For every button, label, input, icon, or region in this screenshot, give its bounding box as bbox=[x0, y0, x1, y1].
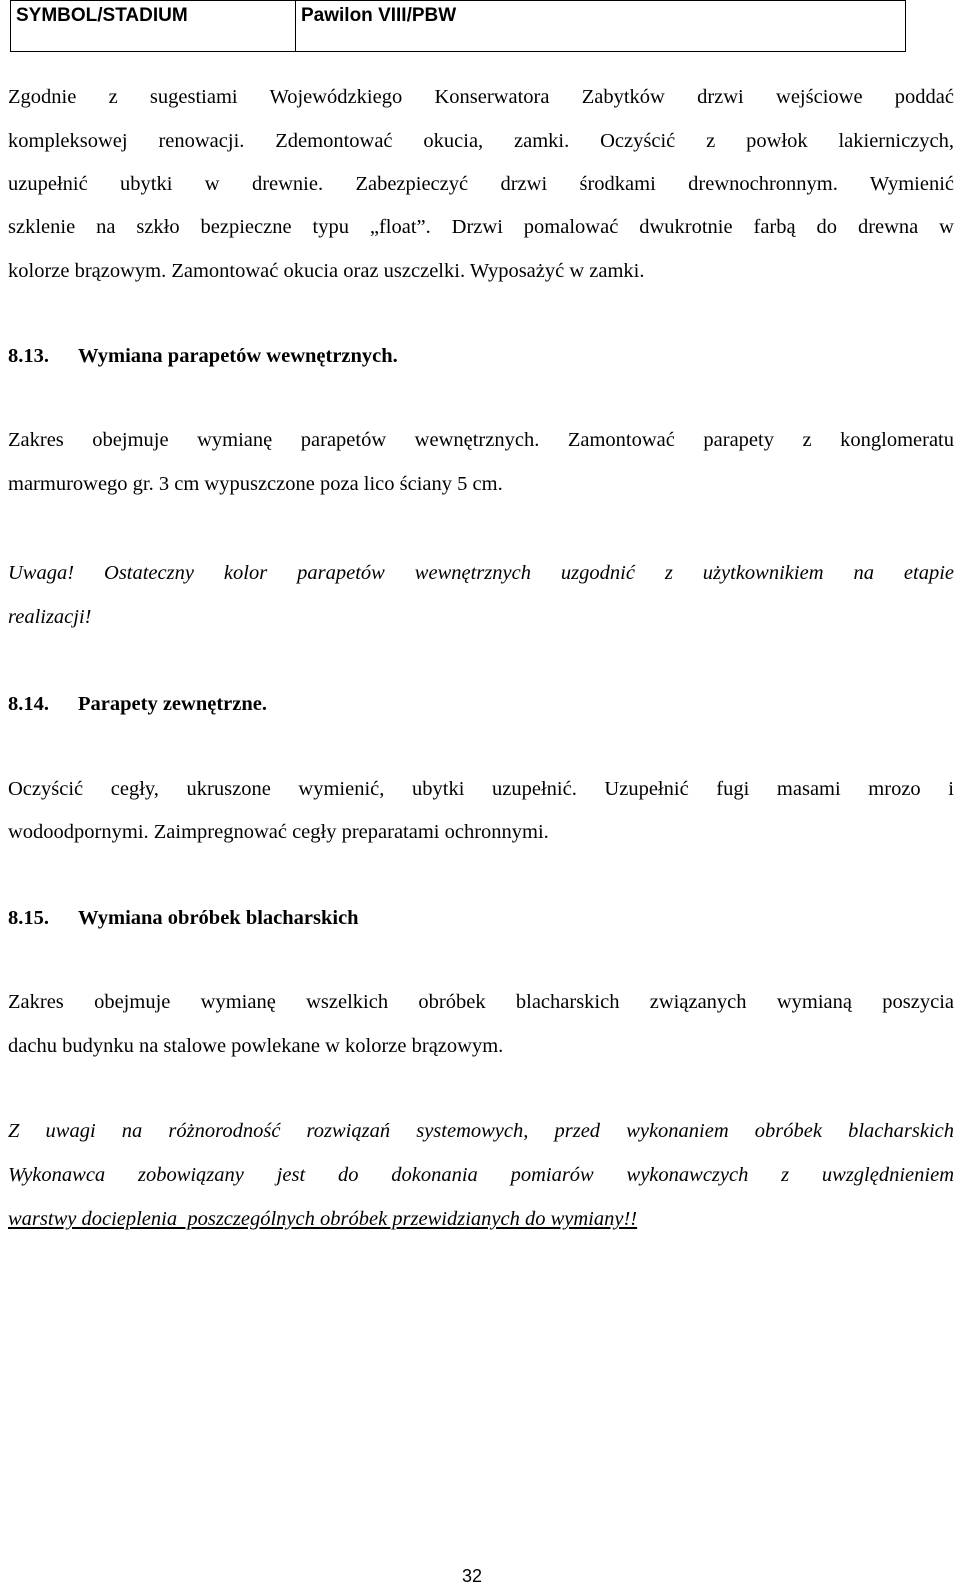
section-815-title: Wymiana obróbek blacharskich bbox=[78, 907, 359, 929]
door-line-1: Zgodnie z sugestiami Wojewódzkiego Konserwatora Zabytków drzwi wejściowe poddać bbox=[8, 86, 954, 108]
header-table bbox=[10, 0, 906, 52]
section-814-line-1: Oczyścić cegły, ukruszone wymienić, ubytki uzupełnić. Uzupełnić fugi masami mrozo i bbox=[8, 778, 954, 800]
section-815-heading bbox=[8, 906, 359, 930]
section-813-number: 8.13. bbox=[8, 345, 49, 367]
section-815-note-line-1: Z uwagi na różnorodność rozwiązań systemowych, przed wykonaniem obróbek blacharskich bbox=[8, 1120, 954, 1142]
section-815-note-line-3: warstwy docieplenia poszczególnych obróbek przewidzianych do wymiany!! bbox=[8, 1208, 638, 1230]
section-813-title: Wymiana parapetów wewnętrznych. bbox=[78, 345, 398, 367]
door-line-4: szklenie na szkło bezpieczne typu „float”. Drzwi pomalować dwukrotnie farbą do drewna w bbox=[8, 216, 954, 238]
section-814-title: Parapety zewnętrzne. bbox=[78, 693, 267, 715]
section-814-number: 8.14. bbox=[8, 693, 49, 715]
section-815-line-2: dachu budynku na stalowe powlekane w kolorze brązowym. bbox=[8, 1035, 504, 1057]
door-line-5: kolorze brązowym. Zamontować okucia oraz uszczelki. Wyposażyć w zamki. bbox=[8, 260, 645, 282]
section-813-heading bbox=[8, 344, 398, 368]
section-813-line-2: marmurowego gr. 3 cm wypuszczone poza lico ściany 5 cm. bbox=[8, 473, 503, 495]
section-814-line-2: wodoodpornymi. Zaimpregnować cegły preparatami ochronnymi. bbox=[8, 821, 549, 843]
section-815-note-line-2: Wykonawca zobowiązany jest do dokonania pomiarów wykonawczych z uwzględnieniem bbox=[8, 1164, 954, 1186]
symbol-stadium-cell: SYMBOL/STADIUM bbox=[11, 1, 296, 52]
door-line-3: uzupełnić ubytki w drewnie. Zabezpieczyć drzwi środkami drewnochronnym. Wymienić bbox=[8, 173, 954, 195]
section-815-number: 8.15. bbox=[8, 907, 49, 929]
page-number: 32 bbox=[462, 1566, 483, 1586]
door-line-2: kompleksowej renowacji. Zdemontować okucia, zamki. Oczyścić z powłok lakierniczych, bbox=[8, 130, 954, 152]
section-813-note-line-1: Uwaga! Ostateczny kolor parapetów wewnętrznych uzgodnić z użytkownikiem na etapie bbox=[8, 562, 954, 584]
section-813-note-line-2: realizacji! bbox=[8, 606, 92, 628]
section-813-line-1: Zakres obejmuje wymianę parapetów wewnętrznych. Zamontować parapety z konglomeratu bbox=[8, 429, 954, 451]
pavilion-cell: Pawilon VIII/PBW bbox=[296, 1, 906, 52]
section-814-heading bbox=[8, 692, 267, 716]
section-815-line-1: Zakres obejmuje wymianę wszelkich obróbek blacharskich związanych wymianą poszycia bbox=[8, 991, 954, 1013]
